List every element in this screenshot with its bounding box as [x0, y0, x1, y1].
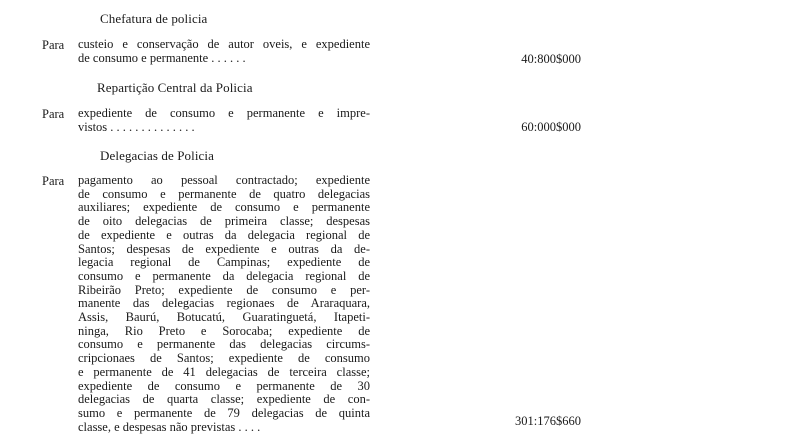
- description-line: auxiliares; expediente de consumo e permanente: [78, 200, 370, 215]
- description-line: Ribeirão Preto; expediente de consumo e per-: [78, 282, 370, 297]
- description-line: legacia regional de Campinas; expediente de: [78, 255, 370, 270]
- description-line: de oito delegacias de primeira classe; despesas: [78, 214, 370, 229]
- description-line: cripcionaes de Santos; expediente de consumo: [78, 351, 370, 366]
- description-line: pagamento ao pessoal contractado; expediente: [78, 173, 370, 187]
- entry-amount: 301:176$660: [515, 414, 581, 428]
- description-line: delegacias de quarta classe; expediente de con-: [78, 392, 370, 407]
- para-label: Para: [42, 38, 65, 52]
- para-label: Para: [42, 107, 65, 121]
- entry-description: [78, 107, 370, 134]
- para-label: Para: [42, 174, 65, 188]
- description-line: de expediente e outras da delegacia regional de: [78, 227, 370, 242]
- description-line: manente das delegacias regionaes de Araraquara,: [78, 296, 370, 311]
- entry-amount: 60:000$000: [521, 120, 581, 134]
- description-line: classe, e despesas não previstas . . . .: [78, 419, 261, 434]
- description-line: consumo e permanente da delegacia regional de: [78, 268, 370, 283]
- description-line: expediente de consumo e permanente de 30: [78, 378, 370, 393]
- section-heading-chefatura: Chefatura de policia: [100, 11, 208, 26]
- description-line: Santos; despesas de expediente e outras da de-: [78, 241, 370, 256]
- description-line: ninga, Rio Preto e Sorocaba; expediente de: [78, 323, 370, 338]
- description-line: Assis, Baurú, Botucatú, Guaratinguetá, Itapeti-: [78, 310, 370, 325]
- description-line: consumo e permanente das delegacias circums-: [78, 337, 370, 352]
- description-line: de consumo e permanente de quatro delegacias: [78, 186, 370, 201]
- section-heading-reparticao: Repartição Central da Policia: [97, 80, 253, 95]
- entry-amount: 40:800$000: [521, 52, 581, 66]
- description-line: e permanente de 41 delegacias de terceira classe;: [78, 364, 370, 379]
- entry-description: [78, 38, 370, 65]
- description-line: de consumo e permanente . . . . . .: [78, 50, 246, 65]
- entry-description: [78, 174, 370, 434]
- section-heading-delegacias: Delegacias de Policia: [100, 148, 214, 163]
- description-line: expediente de consumo e permanente e impre-: [78, 106, 370, 120]
- description-line: custeio e conservação de autor oveis, e expediente: [78, 37, 370, 51]
- description-line: vistos . . . . . . . . . . . . . .: [78, 119, 195, 134]
- description-line: sumo e permanente de 79 delegacias de quinta: [78, 405, 370, 420]
